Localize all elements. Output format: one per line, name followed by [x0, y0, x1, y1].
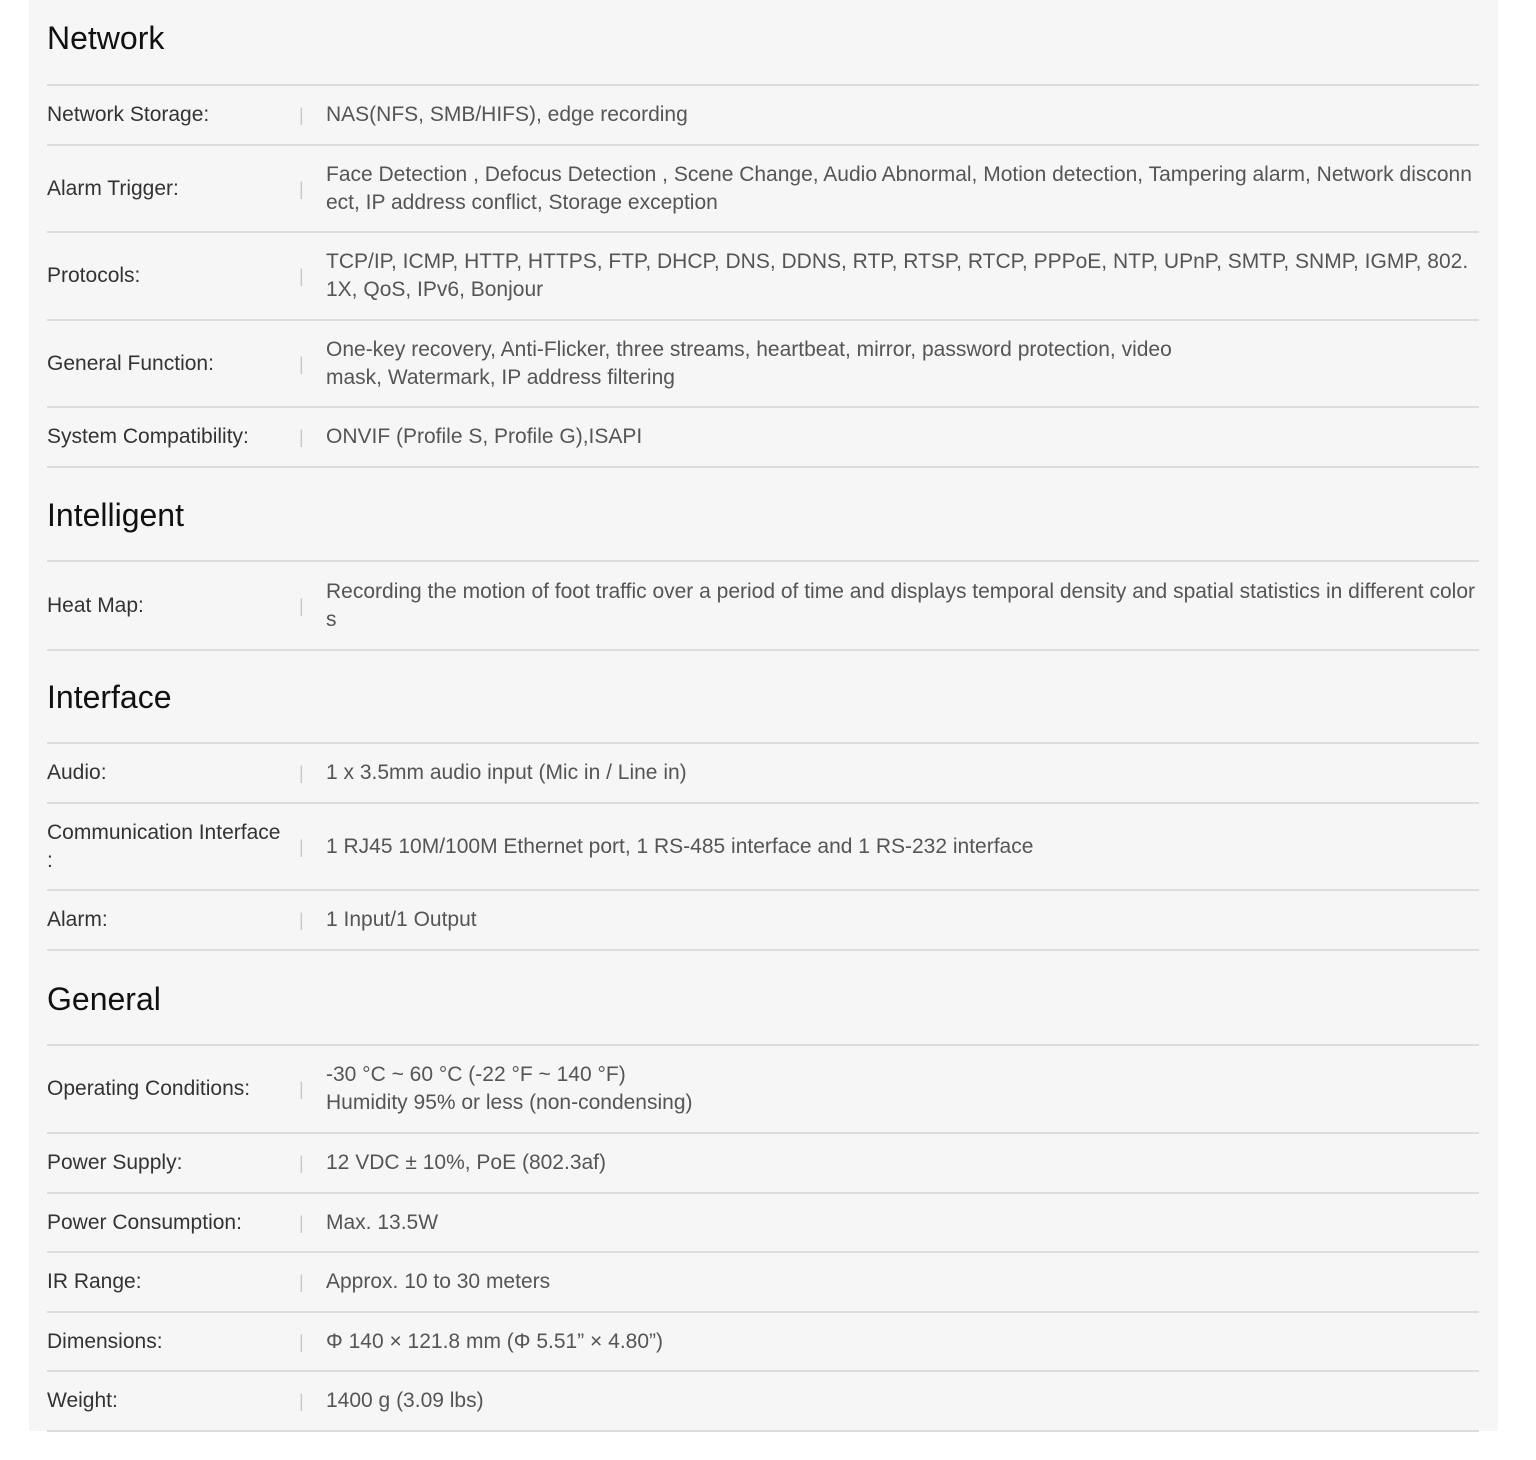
- spec-value: [326, 1061, 1479, 1117]
- spec-value: 12 VDC ± 10%, PoE (802.3af): [326, 1151, 607, 1174]
- intelligent-spec-list: [47, 560, 1479, 651]
- spec-separator: |: [299, 910, 304, 930]
- section-title-general: General: [47, 981, 161, 1017]
- spec-label: Operating Conditions:: [47, 1077, 251, 1100]
- spec-label: General Function:: [47, 351, 214, 375]
- spec-separator: |: [299, 1153, 304, 1173]
- spec-separator: |: [299, 836, 304, 857]
- section-title-interface: Interface: [47, 679, 172, 715]
- spec-value: NAS(NFS, SMB/HIFS), edge recording: [326, 103, 688, 126]
- spec-row-system-compatibility: [47, 408, 1479, 468]
- spec-label: Audio:: [47, 761, 107, 784]
- spec-separator: |: [299, 1331, 304, 1352]
- spec-value: Face Detection , Defocus Detection , Scene Change, Audio Abnormal, Motion detection, Tampering alarm, Network disconnect, IP address conflict, Storage exception: [326, 162, 1472, 214]
- spec-value-line: mask, Watermark, IP address filtering: [326, 365, 675, 389]
- spec-row-alarm: [47, 891, 1479, 951]
- spec-label: Alarm:: [47, 908, 108, 931]
- spec-value: 1400 g (3.09 lbs): [326, 1389, 484, 1412]
- spec-value: ONVIF (Profile S, Profile G),ISAPI: [326, 425, 643, 448]
- spec-label: [47, 819, 299, 875]
- spec-label: Dimensions:: [47, 1329, 163, 1353]
- spec-row-dimensions: [47, 1313, 1479, 1372]
- spec-separator: |: [299, 178, 304, 199]
- spec-value: [326, 336, 1479, 392]
- spec-separator: |: [299, 1272, 304, 1292]
- section-title-intelligent: Intelligent: [47, 497, 184, 533]
- spec-value: 1 RJ45 10M/100M Ethernet port, 1 RS-485 interface and 1 RS-232 interface: [326, 834, 1034, 858]
- spec-label: IR Range:: [47, 1270, 142, 1293]
- spec-separator: |: [299, 427, 304, 447]
- spec-value: 1 Input/1 Output: [326, 908, 477, 931]
- spec-row-power-consumption: [47, 1194, 1479, 1253]
- spec-separator: |: [299, 1212, 304, 1233]
- spec-label-line: :: [47, 848, 53, 872]
- spec-separator: |: [299, 353, 304, 374]
- spec-value: Approx. 10 to 30 meters: [326, 1270, 551, 1293]
- network-spec-list: [47, 84, 1479, 468]
- spec-row-network-storage: [47, 86, 1479, 146]
- spec-label: Weight:: [47, 1389, 118, 1412]
- spec-value: Φ 140 × 121.8 mm (Φ 5.51” × 4.80”): [326, 1329, 664, 1353]
- spec-value: TCP/IP, ICMP, HTTP, HTTPS, FTP, DHCP, DNS, DDNS, RTP, RTSP, RTCP, PPPoE, NTP, UPnP, SMTP, SNMP, IGMP, 802.1X, QoS, IPv6, Bonjour: [326, 250, 1469, 301]
- spec-row-power-supply: [47, 1134, 1479, 1194]
- spec-value-line: One-key recovery, Anti-Flicker, three streams, heartbeat, mirror, password protection, video: [326, 337, 1172, 361]
- section-title-network: Network: [47, 20, 165, 56]
- spec-value: Recording the motion of foot traffic over a period of time and displays temporal density and spatial statistics in different colors: [326, 579, 1475, 631]
- spec-label: Protocols:: [47, 264, 141, 287]
- spec-label: Power Supply:: [47, 1151, 183, 1174]
- spec-row-heat-map: [47, 562, 1479, 651]
- spec-label: Alarm Trigger:: [47, 176, 179, 200]
- interface-spec-list: [47, 742, 1479, 951]
- spec-row-alarm-trigger: [47, 146, 1479, 233]
- spec-row-communication-interface: [47, 804, 1479, 891]
- spec-separator: |: [299, 1079, 304, 1099]
- spec-value-line: Humidity 95% or less (non-condensing): [326, 1091, 693, 1114]
- spec-row-protocols: [47, 233, 1479, 321]
- general-spec-list: [47, 1044, 1479, 1432]
- spec-value: 1 x 3.5mm audio input (Mic in / Line in): [326, 761, 687, 784]
- spec-row-ir-range: [47, 1253, 1479, 1313]
- spec-label: Power Consumption:: [47, 1210, 242, 1234]
- spec-separator: |: [299, 105, 304, 125]
- spec-separator: |: [299, 1391, 304, 1411]
- spec-value: Max. 13.5W: [326, 1210, 439, 1234]
- spec-label-line: Communication Interface: [47, 820, 281, 844]
- spec-label: Network Storage:: [47, 103, 210, 126]
- spec-label: System Compatibility:: [47, 425, 249, 448]
- spec-row-operating-conditions: [47, 1046, 1479, 1134]
- spec-label: Heat Map:: [47, 593, 144, 617]
- spec-separator: |: [299, 266, 304, 286]
- spec-separator: |: [299, 595, 304, 616]
- spec-row-weight: [47, 1372, 1479, 1432]
- spec-row-general-function: [47, 321, 1479, 408]
- spec-separator: |: [299, 763, 304, 783]
- spec-row-audio: [47, 744, 1479, 804]
- spec-value-line: -30 °C ~ 60 °C (-22 °F ~ 140 °F): [326, 1063, 626, 1086]
